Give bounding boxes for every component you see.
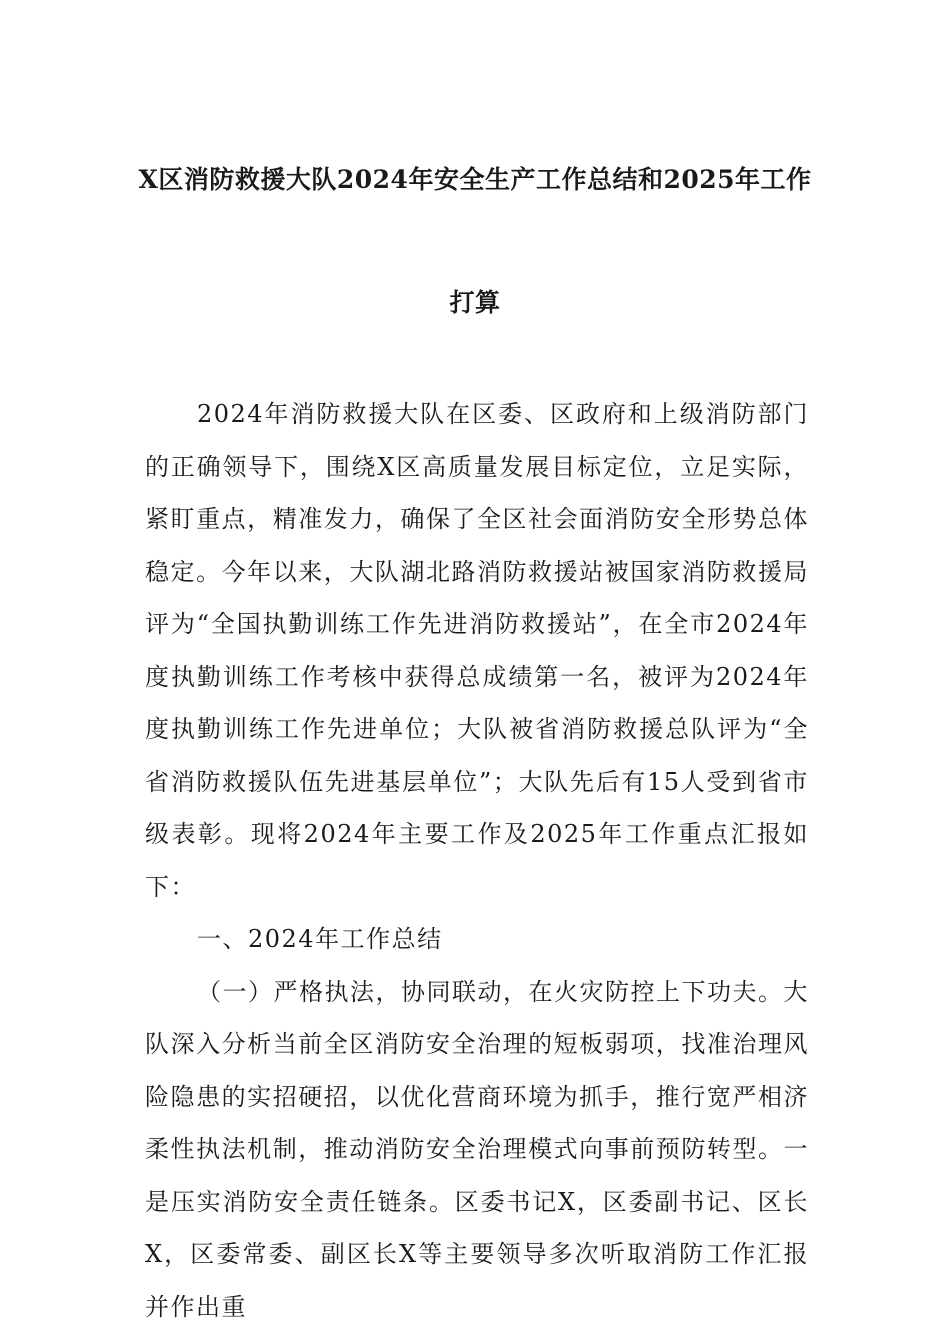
document-title-line-2: 打算: [449, 288, 501, 317]
document-body: [145, 388, 809, 1333]
subsection-paragraph-1: （一）严格执法，协同联动，在火灾防控上下功夫。大队深入分析当前全区消防安全治理的短板弱项，找准治理风险隐患的实招硬招，以优化营商环境为抓手，推行宽严相济柔性执法机制，推动消防安全治理模式向事前预防转型。一是压实消防安全责任链条。区委书记X，区委副书记、区长X，区委常委、副区长X等主要领导多次听取消防工作汇报并作出重: [145, 977, 809, 1321]
document-title-line-1: X区消防救援大队2024年安全生产工作总结和2025年工作: [138, 165, 812, 194]
intro-paragraph: 2024年消防救援大队在区委、区政府和上级消防部门的正确领导下，围绕X区高质量发展目标定位，立足实际，紧盯重点，精准发力，确保了全区社会面消防安全形势总体稳定。今年以来，大队湖北路消防救援站被国家消防救援局评为“全国执勤训练工作先进消防救援站”，在全市2024年度执勤训练工作考核中获得总成绩第一名，被评为2024年度执勤训练工作先进单位；大队被省消防救援总队评为“全省消防救援队伍先进基层单位”；大队先后有15人受到省市级表彰。现将2024年主要工作及2025年工作重点汇报如下：: [145, 400, 809, 901]
section-heading-1: 一、2024年工作总结: [197, 925, 443, 953]
